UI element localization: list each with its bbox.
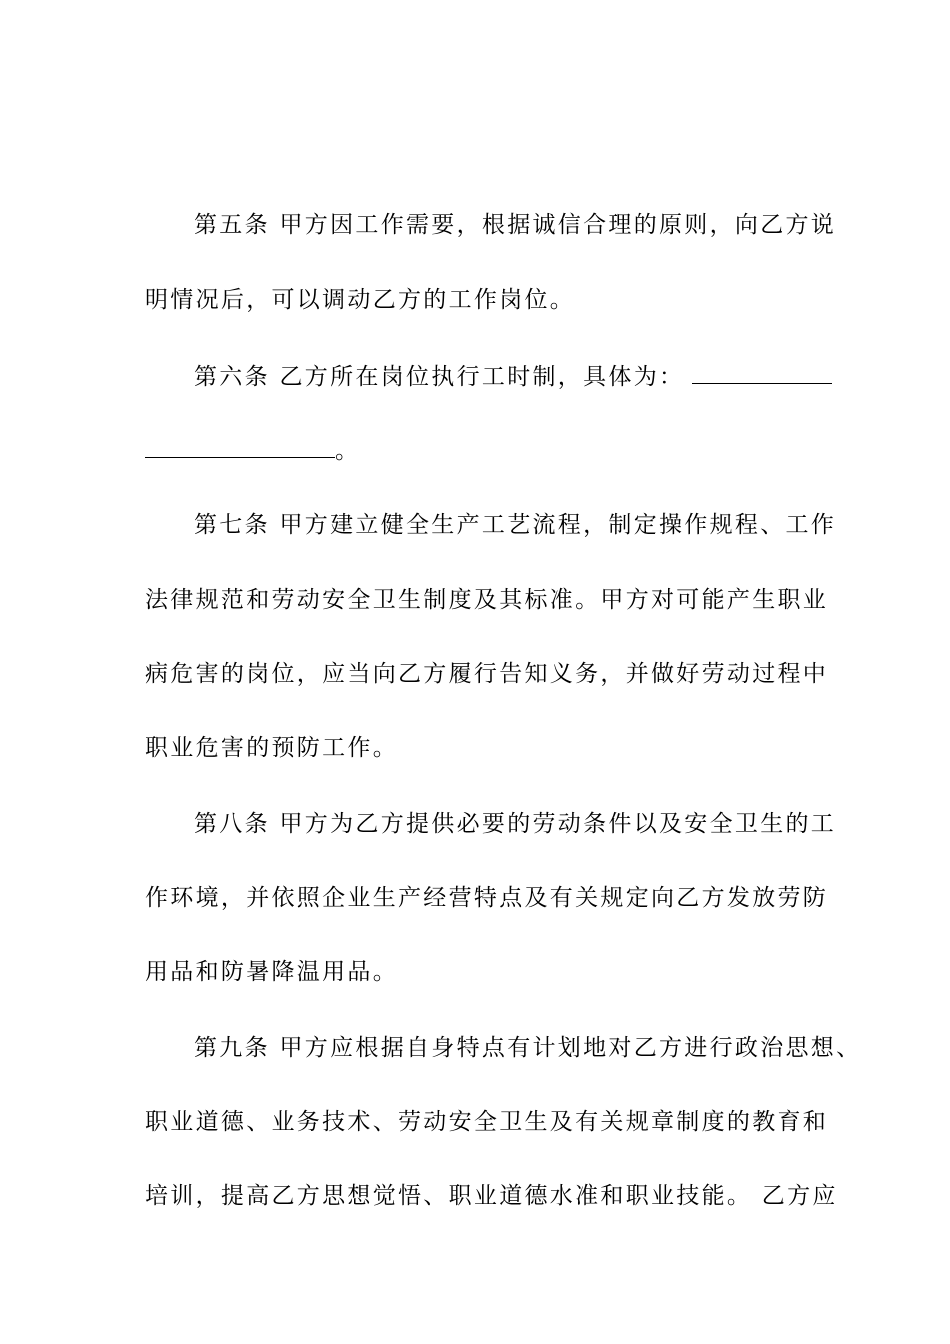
article-6-end: 。 xyxy=(335,438,361,464)
article-7-line-3: 病危害的岗位，应当向乙方履行告知义务，并做好劳动过程中 xyxy=(145,661,829,687)
article-8-line-3: 用品和防暑降温用品。 xyxy=(145,959,398,985)
article-9-line-3: 培训，提高乙方思想觉悟、职业道德水准和职业技能。 乙方应 xyxy=(145,1183,838,1209)
blank-fill-line-continued xyxy=(145,439,335,458)
article-7-line-1: 第七条 甲方建立健全生产工艺流程，制定操作规程、工作 xyxy=(194,512,837,538)
article-6-line-1 xyxy=(194,362,832,392)
article-9-line-2: 职业道德、业务技术、劳动安全卫生及有关规章制度的教育和 xyxy=(145,1109,829,1135)
article-8-line-2: 作环境，并依照企业生产经营特点及有关规定向乙方发放劳防 xyxy=(145,885,829,911)
article-5-line-2: 明情况后，可以调动乙方的工作岗位。 xyxy=(145,287,576,313)
article-7-line-4: 职业危害的预防工作。 xyxy=(145,735,398,761)
article-5-line-1: 第五条 甲方因工作需要，根据诚信合理的原则，向乙方说 xyxy=(194,212,837,238)
article-8-line-1: 第八条 甲方为乙方提供必要的劳动条件以及安全卫生的工 xyxy=(194,811,837,837)
article-6-text: 第六条 乙方所在岗位执行工时制，具体为： xyxy=(194,364,685,390)
article-7-line-2: 法律规范和劳动安全卫生制度及其标准。甲方对可能产生职业 xyxy=(145,587,829,613)
article-6-line-2 xyxy=(145,436,360,466)
article-9-line-1: 第九条 甲方应根据自身特点有计划地对乙方进行政治思想、 xyxy=(194,1035,862,1061)
blank-fill-line xyxy=(692,365,832,384)
